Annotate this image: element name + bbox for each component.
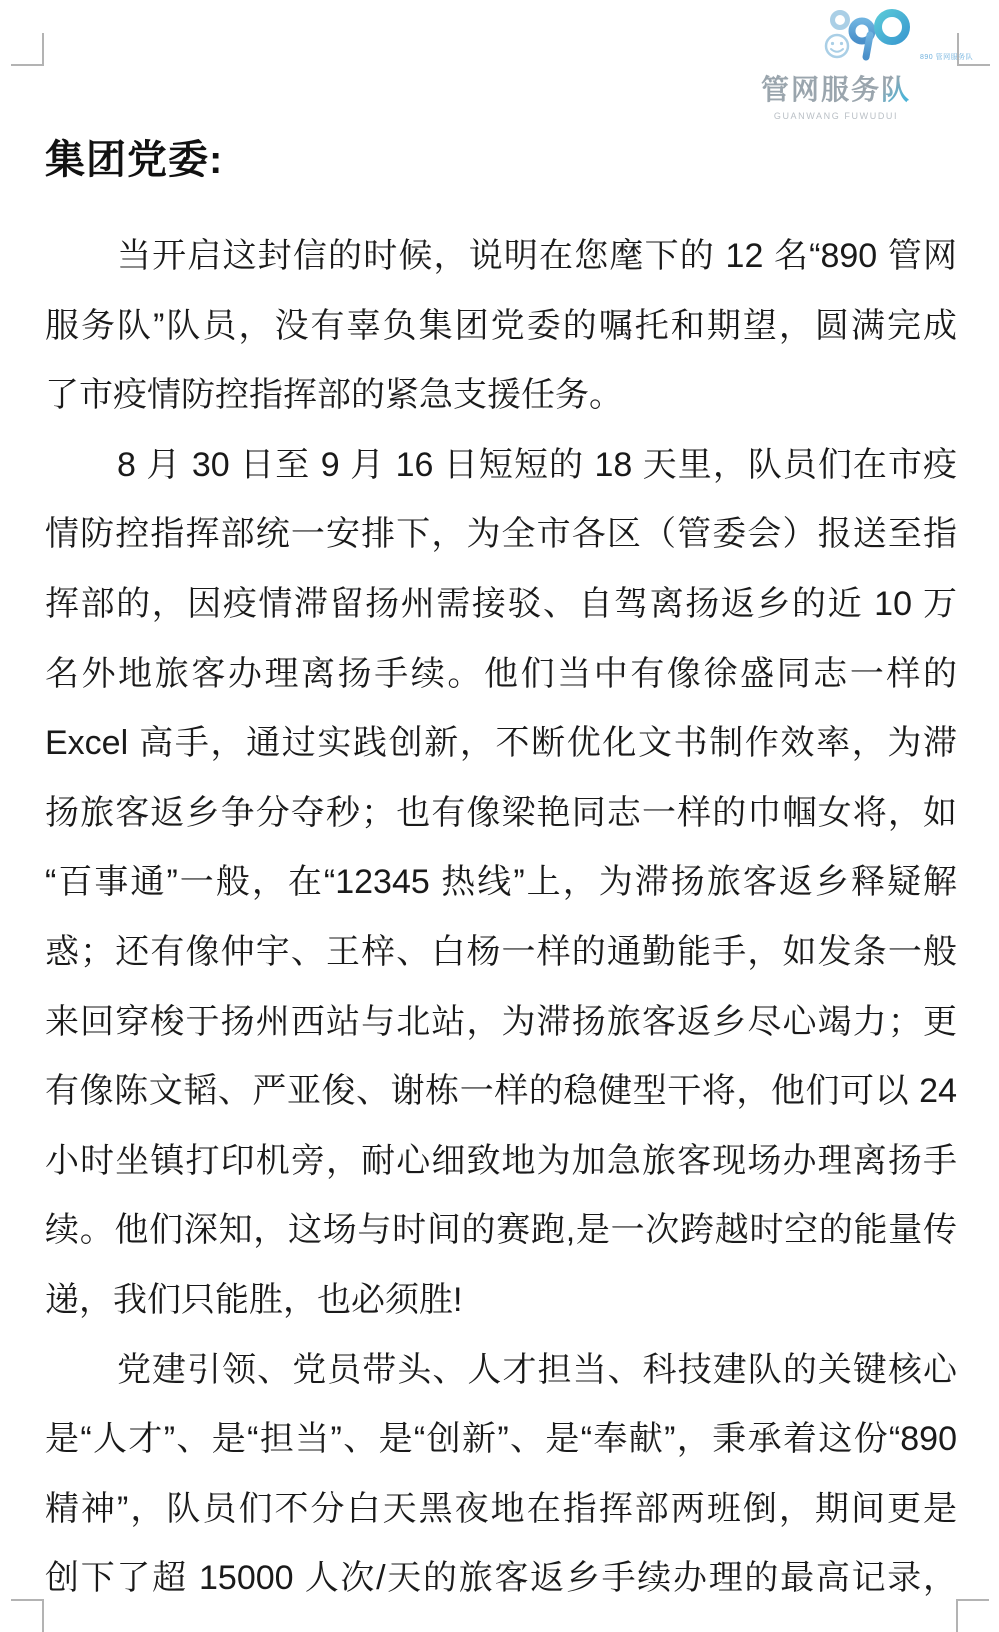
letter-line: 当开启这封信的时候，说明在您麾下的 12 名“890 管网 (117, 237, 957, 275)
logo-name-en: GUANWANG FUWUDUI (773, 111, 899, 121)
letter-line: 名外地旅客办理离扬手续。他们当中有像徐盛同志一样的 (45, 654, 957, 693)
logo-small-text: 890 管网服务队 (920, 54, 974, 61)
letter-line: Excel 高手，通过实践创新，不断优化文书制作效率，为滞 (45, 724, 957, 763)
crop-mark-top-left (11, 33, 44, 66)
letter-line: 8 月 30 日至 9 月 16 日短短的 18 天里，队员们在市疫 (117, 445, 957, 484)
letter-line: 惑；还有像仲宇、王梓、白杨一样的通勤能手，如发条一般 (45, 932, 957, 971)
letter-line: 精神”，队员们不分白天黑夜地在指挥部两班倒，期间更是 (45, 1489, 957, 1528)
letter-line: 党建引领、党员带头、人才担当、科技建队的关键核心 (117, 1350, 957, 1389)
logo-name-cn-main: 管网服务 (760, 74, 881, 105)
crop-mark-bottom-right (956, 1599, 989, 1632)
letter-line: 情防控指挥部统一安排下，为全市各区（管委会）报送至指 (45, 515, 957, 554)
letter-line: 服务队”队员，没有辜负集团党委的嘱托和期望，圆满完成 (45, 306, 957, 345)
letter-line: “百事通”一般，在“12345 热线”上，为滞扬旅客返乡释疑解 (45, 863, 957, 902)
logo-890-icon (810, 6, 974, 64)
salutation: 集团党委: (45, 138, 224, 182)
letter-body (45, 222, 957, 1614)
letter-line: 创下了超 15000 人次/天的旅客返乡手续办理的最高记录， (45, 1559, 957, 1598)
letter-line: 来回穿梭于扬州西站与北站，为滞扬旅客返乡尽心竭力；更 (45, 1002, 957, 1041)
letter-line: 小时坐镇打印机旁，耐心细致地为加急旅客现场办理离扬手 (45, 1141, 957, 1180)
letter-line: 了市疫情防控指挥部的紧急支援任务。 (45, 376, 623, 415)
paragraph (45, 431, 957, 1336)
letter-line: 有像陈文韬、严亚俊、谢栋一样的稳健型干将，他们可以 24 (45, 1072, 957, 1111)
logo-name-cn-accent: 队 (881, 74, 912, 105)
letter-line: 递，我们只能胜，也必须胜! (45, 1280, 463, 1319)
logo (758, 6, 974, 121)
letter-line: 扬旅客返乡争分夺秒；也有像梁艳同志一样的巾帼女将，如 (45, 793, 957, 832)
paragraph (45, 1336, 957, 1614)
crop-mark-bottom-left (11, 1599, 44, 1632)
letter-line: 挥部的，因疫情滞留扬州需接驳、自驾离扬返乡的近 10 万 (45, 584, 957, 623)
letter-line: 续。他们深知，这场与时间的赛跑,是一次跨越时空的能量传 (45, 1211, 957, 1250)
logo-name-cn (758, 68, 914, 108)
letter-line: 是“人才”、是“担当”、是“创新”、是“奉献”，秉承着这份“890 (45, 1420, 957, 1459)
paragraph (45, 222, 957, 431)
